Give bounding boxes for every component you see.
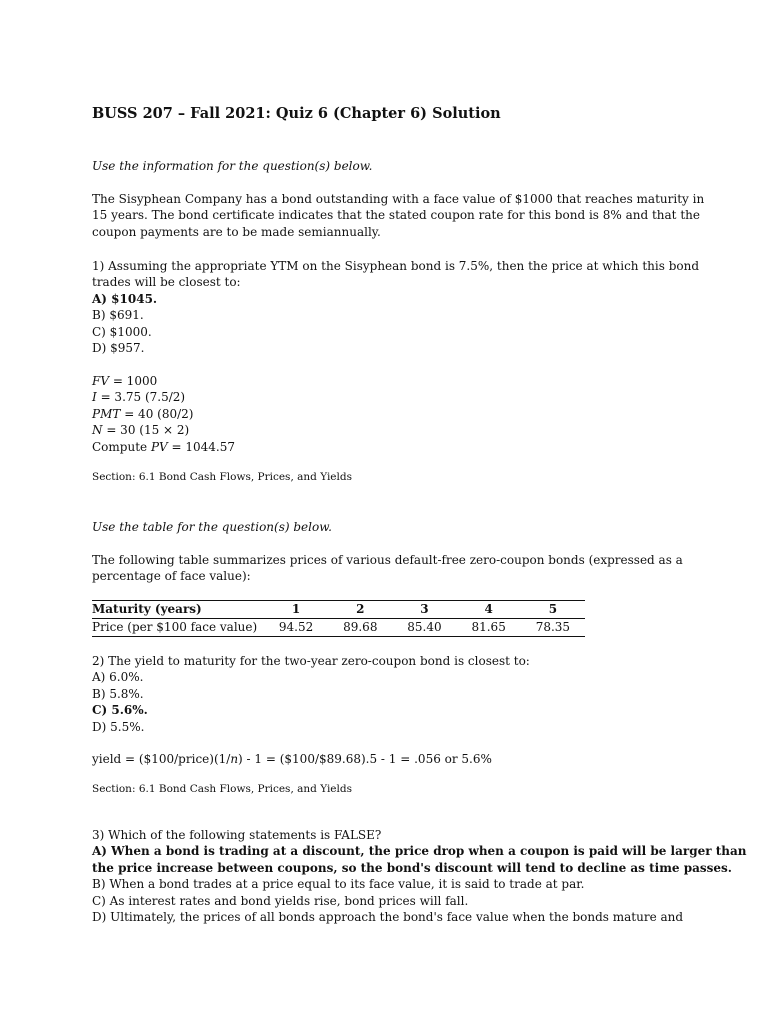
work-variable: I [92,390,97,405]
answer-option-a: A) 6.0%. [92,670,144,685]
answer-option-c: C) 5.6%. [92,703,148,718]
q2-solution-work: yield = ($100/price)(1/n) - 1 = ($100/$89.68).5 - 1 = .056 or 5.6% [92,752,492,766]
question-1 [92,258,699,356]
work-line: PMT = 40 (80/2) [92,406,194,421]
table-header-cell: Maturity (years) [92,601,264,619]
question-text: 1) Assuming the appropriate YTM on the Sisyphean bond is 7.5%, then the price at which this bond [92,259,700,273]
table-row [92,619,585,637]
table-cell: 85.40 [392,619,456,637]
page-title: BUSS 207 – Fall 2021: Quiz 6 (Chapter 6) Solution [92,105,501,122]
table-header-cell: 4 [457,601,521,619]
table-cell: 81.65 [457,619,521,637]
problem-statement-2 [92,552,683,585]
answer-option-a: A) $1045. [92,291,158,306]
paragraph-line: The following table summarizes prices of various default-free zero-coupon bonds (expressed as a [92,553,683,567]
answer-option-a: A) When a bond is trading at a discount, the price drop when a coupon is paid will be larger than [92,844,747,859]
section-reference-1: Section: 6.1 Bond Cash Flows, Prices, and Yields [92,471,352,483]
work-variable: FV [92,374,109,388]
table-header-cell: 2 [328,601,392,619]
table-cell: 78.35 [521,619,585,637]
work-line: Compute PV = 1044.57 [92,439,235,454]
table-header-row [92,601,585,619]
table-header-cell: 1 [264,601,328,619]
answer-option-a: the price increase between coupons, so the bond's discount will tend to decline as time passes. [92,860,732,875]
problem-statement-1 [92,191,704,240]
paragraph-line: The Sisyphean Company has a bond outstanding with a face value of $1000 that reaches maturity in [92,192,705,206]
work-line: FV = 1000 [92,374,158,388]
answer-option-d: D) 5.5%. [92,719,145,734]
work-variable: n [230,752,239,766]
section-reference-2: Section: 6.1 Bond Cash Flows, Prices, and Yields [92,783,352,795]
table-cell: 94.52 [264,619,328,637]
answer-option-c: C) As interest rates and bond yields rise, bond prices will fall. [92,893,469,908]
paragraph-line: 15 years. The bond certificate indicates that the stated coupon rate for this bond is 8% and that the [92,208,700,223]
work-variable: N [92,423,103,438]
table-header-cell: 5 [521,601,585,619]
answer-option-b: B) When a bond trades at a price equal to its face value, it is said to trade at par. [92,877,585,892]
answer-option-c: C) $1000. [92,324,152,339]
table-header-cell: 3 [392,601,456,619]
answer-option-d: D) $957. [92,341,145,356]
question-text: 2) The yield to maturity for the two-year zero-coupon bond is closest to: [92,654,530,668]
work-variable: PV [150,439,168,454]
work-line: I = 3.75 (7.5/2) [92,390,186,405]
instruction-1: Use the information for the question(s) below. [92,159,373,173]
answer-option-b: B) 5.8%. [92,686,144,701]
zero-coupon-price-table [92,600,585,637]
work-variable: PMT [92,406,121,421]
paragraph-line: coupon payments are to be made semiannually. [92,224,381,239]
table-cell: Price (per $100 face value) [92,619,264,637]
paragraph-line: percentage of face value): [92,569,251,584]
answer-option-d: D) Ultimately, the prices of all bonds approach the bond's face value when the bonds mature and [92,910,684,925]
q1-solution-work [92,373,235,455]
question-3 [92,827,747,925]
question-text: 3) Which of the following statements is FALSE? [92,828,382,842]
question-text: trades will be closest to: [92,275,241,290]
instruction-2: Use the table for the question(s) below. [92,520,332,534]
table-cell: 89.68 [328,619,392,637]
question-2 [92,653,530,735]
answer-option-b: B) $691. [92,308,144,323]
work-line: N = 30 (15 × 2) [92,423,190,438]
